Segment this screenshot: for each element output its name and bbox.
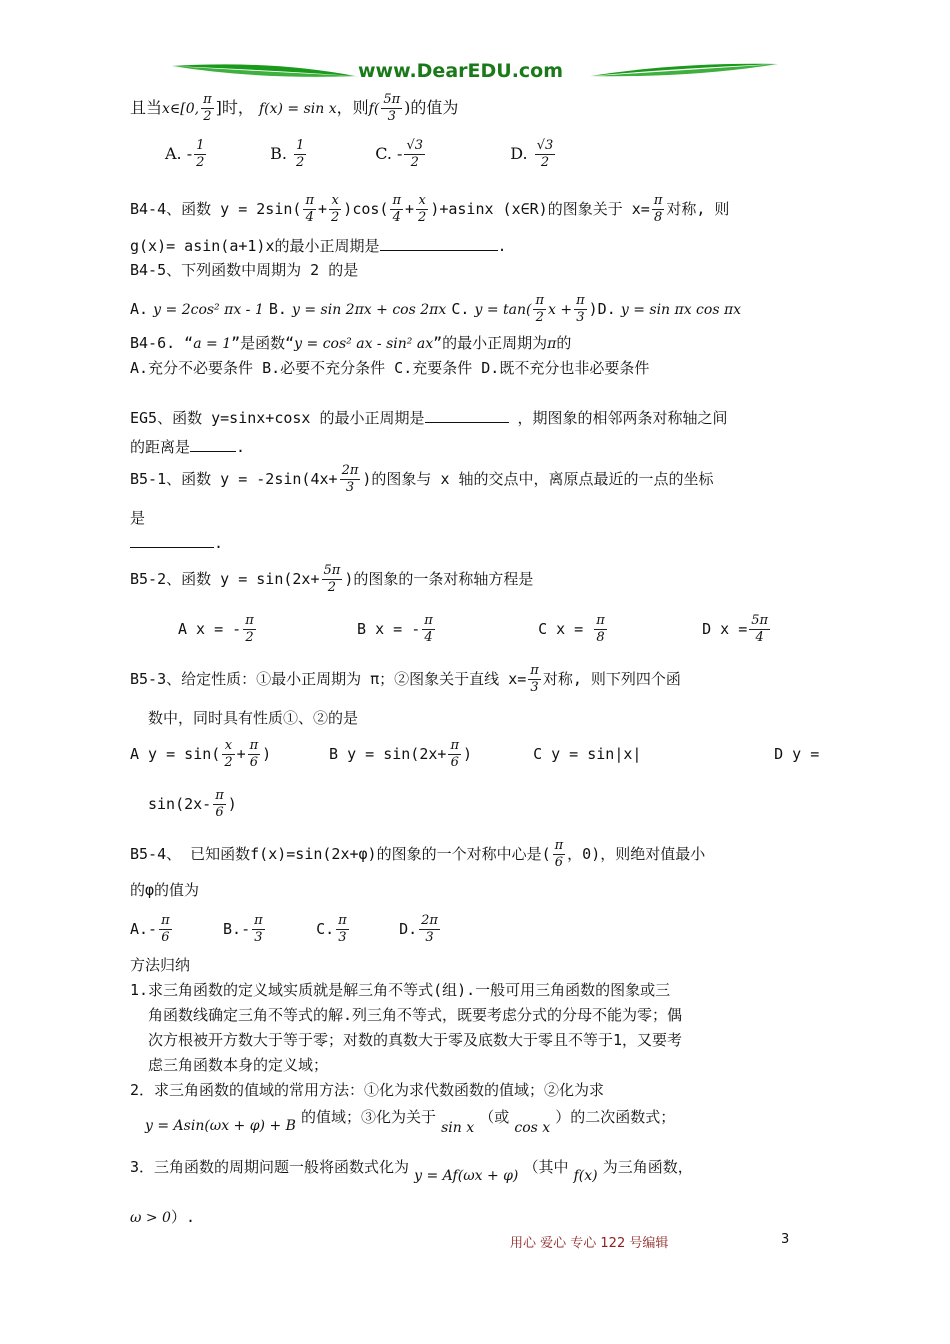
problem-b5-1-blank: . <box>130 533 223 553</box>
problem-intro-options: A. - $\frac{1}{2}$ B. $\frac{1}{2}$ C. - $\frac{√3}{2}$ D. $\frac{√3}{2}$ <box>165 138 554 170</box>
answer-blank[interactable] <box>380 236 498 251</box>
method-1-line-2: 角函数线确定三角不等式的解.列三角不等式，既要考虑分式的分母不能为零；偶 <box>148 1006 683 1024</box>
problem-b4-6: B4-6. “a = 1”是函数“y = cos² ax - sin² ax”的最小正周期为π的 <box>130 334 572 352</box>
problem-b5-2: B5-2、函数 y = sin(2x+ $\frac{5\pi}{2}$ )的图象的一条对称轴方程是 <box>130 563 534 595</box>
method-title: 方法归纳 <box>130 956 191 974</box>
method-1-line-4: 虑三角函数本身的定义域； <box>148 1056 329 1074</box>
method-3-line-1: 3．三角函数的周期问题一般将函数式化为 y = Af(ωx + φ) （其中 f(x) 为三角函数， <box>130 1158 693 1184</box>
problem-b5-2-options: A x = - $\frac{\pi}{2}$ B x = - $\frac{\pi}{4}$ C x = $\frac{\pi}{8}$ D x = $\frac{5\pi}{4}$ <box>178 613 769 645</box>
method-1-line-1: 1.求三角函数的定义域实质就是解三角不等式(组).一般可用三角函数的图象或三 <box>130 981 671 999</box>
header-banner <box>170 58 780 88</box>
answer-blank[interactable] <box>130 533 214 548</box>
problem-b4-4: B4-4、函数 y = 2sin( $\frac{\pi}{4}$ + $\frac{x}{2}$ )cos( $\frac{\pi}{4}$ + $\frac{x}{2}$ )+asinx (x∈R)的图象关于 x= $\frac{\pi}{8}$ 对称, 则 <box>130 193 730 225</box>
problem-b5-1: B5-1、函数 y = -2sin(4x+ $\frac{2\pi}{3}$ )的图象与 x 轴的交点中，离原点最近的一点的坐标 <box>130 463 714 495</box>
method-1-line-3: 次方根被开方数大于等于零；对数的真数大于零及底数大于零且不等于1，又要考 <box>148 1031 683 1049</box>
problem-b4-4-cont: g(x)= asin(a+1)x的最小正周期是 . <box>130 237 507 255</box>
problem-intro-line: 且当x∈[0, $\frac{\pi}{2}$ ]时， f(x) = sin x，则f( $\frac{5\pi}{3}$ )的值为 <box>130 92 459 124</box>
problem-b5-4-options: A.- $\frac{\pi}{6}$ B.- $\frac{\pi}{3}$ C. $\frac{\pi}{3}$ D. $\frac{2\pi}{3}$ <box>130 913 438 945</box>
problem-b5-4-cont: 的φ的值为 <box>130 881 200 899</box>
method-2-line-2: y = Asin(ωx + φ) + B 的值域；③化为关于 sin x （或 cos x ）的二次函数式； <box>145 1108 676 1136</box>
problem-b5-3: B5-3、给定性质：①最小正周期为 π；②图象关于直线 x= $\frac{\pi}{3}$ 对称, 则下列四个函 <box>130 663 681 695</box>
problem-b5-3-options: A y = sin( $\frac{x}{2}$ + $\frac{\pi}{6}$ ) B y = sin(2x+ $\frac{\pi}{6}$ ) C y = sin|x| D y = <box>130 738 820 770</box>
site-logo[interactable]: www.DearEDU.com <box>358 60 564 82</box>
method-3-line-2: ω > 0）. <box>130 1208 195 1226</box>
answer-blank[interactable] <box>190 437 236 452</box>
problem-eg5: EG5、函数 y=sinx+cosx 的最小正周期是 ，期图象的相邻两条对称轴之间 <box>130 409 728 427</box>
footer-credit: 用心 爱心 专心 122 号编辑 <box>510 1236 669 1251</box>
problem-b4-6-options: A.充分不必要条件 B.必要不充分条件 C.充要条件 D.既不充分也非必要条件 <box>130 359 650 377</box>
problem-b5-1-cont: 是 <box>130 509 146 527</box>
page-number: 3 <box>781 1232 790 1247</box>
problem-eg5-cont: 的距离是 . <box>130 438 246 456</box>
problem-b5-3-cont: 数中，同时具有性质①、②的是 <box>148 709 359 727</box>
answer-blank[interactable] <box>425 408 509 423</box>
problem-b4-5-options: A. y = 2cos² πx - 1 B. y = sin 2πx + cos 2πx C. y = tan( $\frac{\pi}{2}$ x + $\frac{\pi}{3}$ )D. y = sin πx cos πx <box>130 293 742 325</box>
problem-b5-4: B5-4、 已知函数f(x)=sin(2x+φ)的图象的一个对称中心是( $\frac{\pi}{6}$ ，0)，则绝对值最小 <box>130 838 706 870</box>
problem-b5-3-option-d: sin(2x- $\frac{\pi}{6}$ ) <box>148 788 237 820</box>
method-2-line-1: 2．求三角函数的值域的常用方法：①化为求代数函数的值域；②化为求 <box>130 1081 605 1099</box>
problem-b4-5: B4-5、下列函数中周期为 2 的是 <box>130 261 359 279</box>
